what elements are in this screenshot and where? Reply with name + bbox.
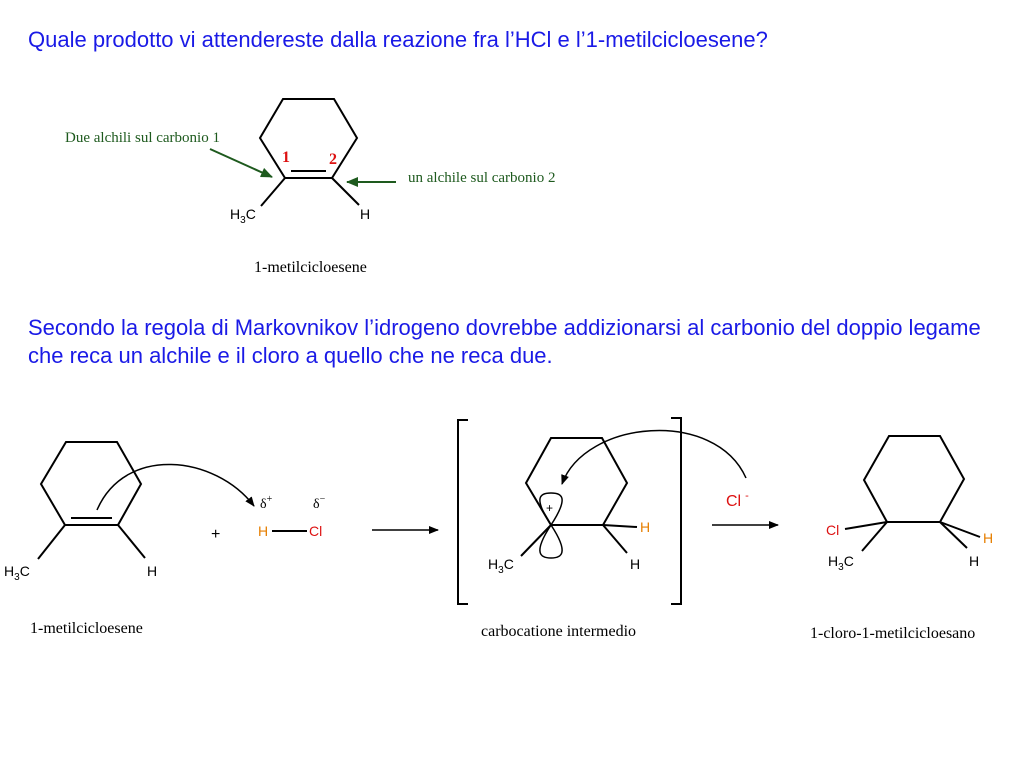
reactant-vinyl-h-bond [118, 525, 145, 558]
carbocation-charge: + [546, 501, 554, 515]
carbocation-molecule [521, 438, 637, 558]
product-chlorine: Cl [826, 522, 840, 538]
chloride-ion: Cl - [726, 490, 749, 510]
question-heading: Quale prodotto vi attendereste dalla reazione fra l’HCl e l’1-metilcicloesene? [28, 27, 768, 52]
reactant-methyl-bond [38, 525, 65, 559]
hcl-hydrogen: H [258, 523, 269, 539]
carbon-number-2: 2 [329, 151, 337, 168]
plus-sign: + [211, 526, 221, 543]
carbocation-h-orange-bond [603, 525, 637, 527]
reactant-ring-bonds [41, 442, 141, 525]
carbocation-ring-bonds [526, 438, 627, 525]
product-caption: 1-cloro-1-metilcicloesano [810, 625, 976, 642]
carbocation-h-orange: H [640, 519, 651, 535]
annotation-two-alkyls: Due alchili sul carbonio 1 [65, 130, 220, 146]
carbocation-methyl-label: $H_3C$ [488, 556, 514, 576]
reactant-methyl-label: $H_3C$ [4, 563, 30, 583]
product-ring-bonds [864, 436, 964, 522]
product-h-orange-bond [940, 522, 980, 537]
top-ring-bonds [260, 99, 357, 178]
top-vinyl-h-label: H [360, 206, 371, 222]
electron-arrow-pi-to-h [97, 464, 254, 510]
hcl-chlorine: Cl [309, 523, 323, 539]
carbocation-methyl-bond [521, 525, 551, 556]
carbocation-h-black: H [630, 556, 641, 572]
reactant-caption: 1-metilcicloesene [30, 620, 143, 637]
p-orbital-lower-lobe [540, 525, 562, 558]
explanation-line-2: che reca un alchile e il cloro a quello che ne reca due. [28, 343, 553, 368]
annotation-one-alkyl: un alchile sul carbonio 2 [408, 170, 556, 186]
top-methyl-label: $H_3C$ [230, 206, 256, 226]
carbon-number-1: 1 [282, 149, 290, 166]
product-molecule [845, 436, 980, 551]
left-bracket [458, 420, 468, 604]
reactant-vinyl-h-label: H [147, 563, 158, 579]
product-h-orange: H [983, 530, 994, 546]
delta-minus: δ− [313, 494, 326, 512]
delta-plus: δ+ [260, 494, 273, 512]
annotation-left-arrow [210, 149, 272, 177]
top-methyl-bond [261, 178, 285, 206]
intermediate-caption: carbocatione intermedio [481, 623, 637, 640]
product-h-black: H [969, 553, 980, 569]
product-methyl-label: $H_3C$ [828, 553, 854, 573]
reactant-molecule [38, 442, 145, 559]
product-h-black-bond [940, 522, 967, 548]
carbocation-h-black-bond [603, 525, 627, 553]
explanation-line-1: Secondo la regola di Markovnikov l’idrogeno dovrebbe addizionarsi al carbonio del doppio legame [28, 315, 981, 340]
top-caption: 1-metilcicloesene [254, 259, 367, 276]
top-molecule [260, 99, 359, 206]
right-bracket [671, 418, 681, 604]
